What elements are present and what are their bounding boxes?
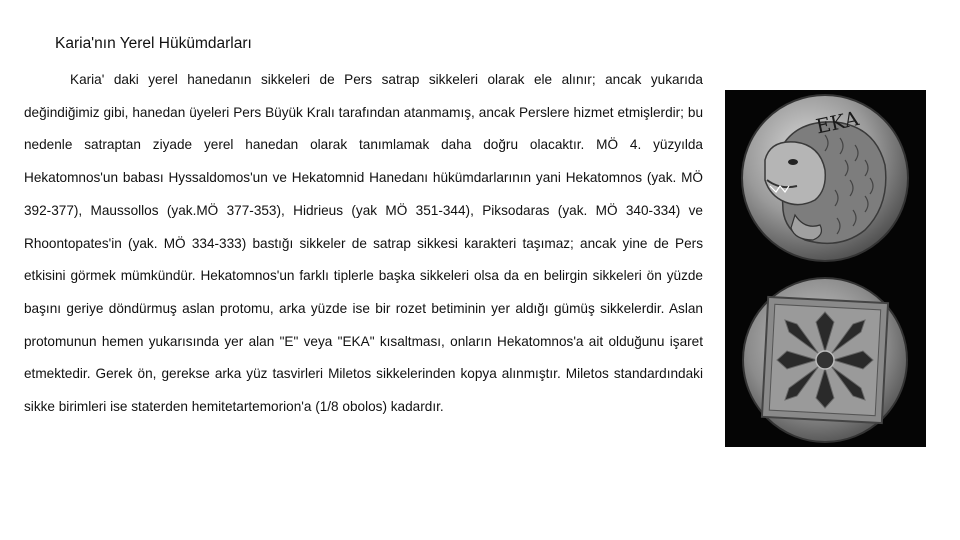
- paragraph: Karia' daki yerel hanedanın sikkeleri de Pers satrap sikkeleri olarak ele alınır; ancak yukarıda değindiğimiz gibi, hanedan üyeleri Pers Büyük Kralı tarafından atanmamış, ancak Perslere hizmet etmişlerdir; bu nedenle satraptan ziyade yerel hanedan olarak tanımlamak daha doğru olacaktır. MÖ 4. yüzyılda Hekatomnos'un babası Hyssaldomos'un ve Hekatomnid Hanedanı hükümdarlarının yani Hekatomnos (yak. MÖ 392-377), Maussollos (yak.MÖ 377-353), Hidrieus (yak MÖ 351-344), Piksodaras (yak. MÖ 340-334) ve Rhoontopates'in (yak. MÖ 334-333) bastığı sikkeler de satrap sikkesi karakteri taşımaz; ancak yine de Pers etkisini görmek mümkündür. Hekatomnos'un farklı tiplerle başka sikkeleri olsa da en belirgin sikkeleri ön yüzde başını geriye döndürmuş aslan protomu, arka yüzde ise bir rozet betiminin yer aldığı gümüş sikkelerdir. Aslan protomunun hemen yukarısında yer alan "E" veya "EKA" kısaltması, onların Hekatomnos'a ait olduğunu işaret etmektedir. Gerek ön, gerekse arka yüz tasvirleri Miletos sikkelerinden kopya alınmıştır. Miletos standardındaki sikke birimleri ise staterden hemitetartemorion'a (1/8 obolos) kadardır.: [24, 72, 703, 415]
- coin-inscription: EKA: [813, 106, 861, 139]
- coin-reverse: [743, 278, 907, 442]
- coin-illustration: [725, 90, 926, 447]
- body-text: [24, 64, 703, 424]
- coin-photo: [725, 90, 926, 447]
- coin-obverse: [742, 95, 908, 261]
- slide-title: Karia'nın Yerel Hükümdarları: [55, 35, 252, 52]
